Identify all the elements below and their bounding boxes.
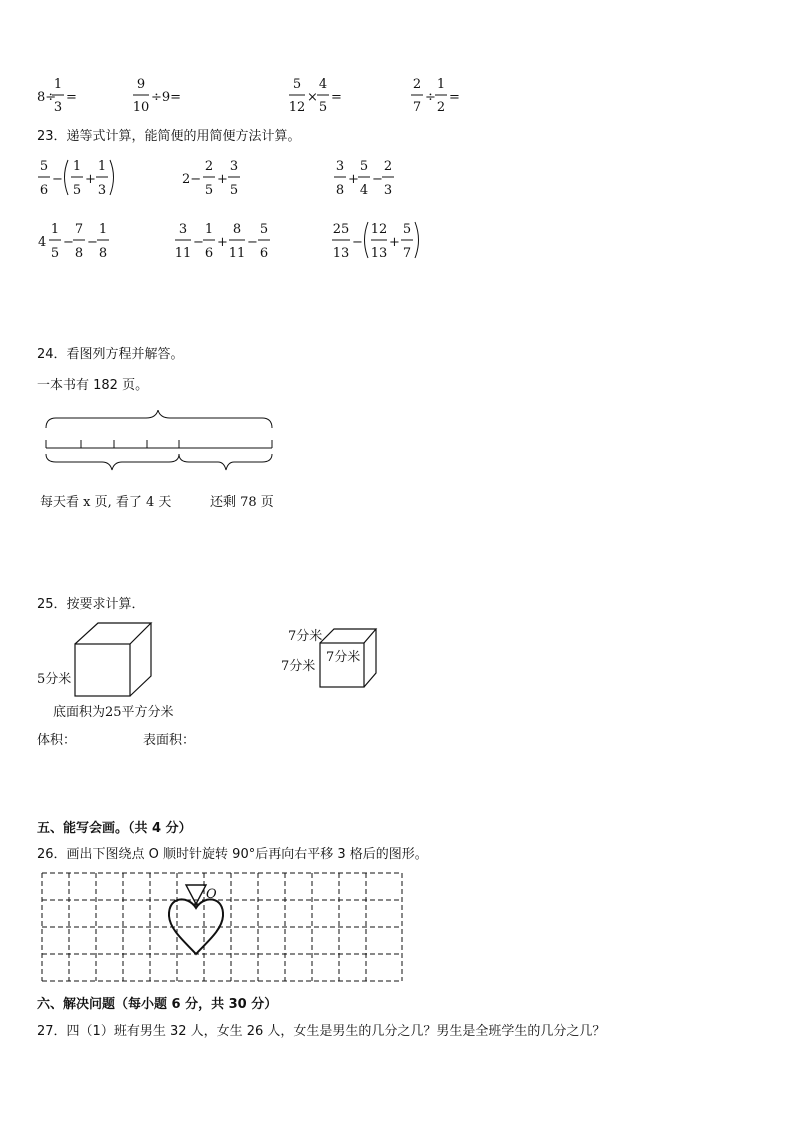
row22-item4-den2: 2 (436, 100, 446, 115)
q23-e2-d1: 5 (204, 183, 214, 198)
row22-item4-op: ÷ (425, 90, 436, 105)
q23-e2-d2: 5 (229, 183, 239, 198)
row22-item4-num1: 2 (412, 77, 422, 92)
q23-expr2 (182, 159, 240, 198)
row22-item2 (133, 77, 181, 115)
q23-e1-op2: + (85, 172, 96, 187)
q23-e3-d1: 8 (335, 183, 345, 198)
q23-e3-op2: − (372, 172, 383, 187)
row22-item2-den: 10 (132, 100, 150, 115)
q23-e5-op1: − (193, 235, 204, 250)
section6-title: 六、解决问题（每小题 6 分，共 30 分） (37, 997, 278, 1012)
q23-e4-d2: 8 (74, 246, 84, 261)
q23-e5-n1: 3 (178, 222, 188, 237)
q23-e3-d3: 3 (383, 183, 393, 198)
row22-item3 (289, 77, 342, 115)
q25-volume-label: 体积： (37, 733, 77, 748)
paren-right (415, 222, 419, 258)
row22-item1-tail: = (66, 90, 77, 105)
q23-e4-d3: 8 (98, 246, 108, 261)
q23-e4-n3: 1 (98, 222, 108, 237)
q23-e6-d2: 13 (370, 246, 388, 261)
q23-e2-n2: 3 (229, 159, 239, 174)
row22-expressions (0, 70, 794, 122)
row22-item4-tail: = (449, 90, 460, 105)
row22-item1 (37, 77, 77, 115)
q23-e5-n4: 5 (259, 222, 269, 237)
q25-surface-label: 表面积： (143, 733, 196, 748)
brace-remaining (179, 454, 272, 470)
q25-cube1 (70, 620, 160, 700)
q23-e6-op1: − (352, 235, 363, 250)
q23-e1-op1: − (52, 172, 63, 187)
q25-cube1-base-label: 底面积为25平方分米 (53, 705, 174, 720)
q23-e5-d2: 6 (204, 246, 214, 261)
row22-item3-num2: 4 (318, 77, 328, 92)
q23-e4-n2: 7 (74, 222, 84, 237)
q23-e1-d1: 6 (39, 183, 49, 198)
q23-e6-d3: 7 (402, 246, 412, 261)
row22-item1-den: 3 (53, 100, 63, 115)
q23-e3-n2: 5 (359, 159, 369, 174)
q23-e3-n3: 2 (383, 159, 393, 174)
q23-e4-d1: 5 (50, 246, 60, 261)
q23-e5-d1: 11 (174, 246, 192, 261)
q23-e5-d3: 11 (228, 246, 246, 261)
row22-item1-num: 1 (53, 77, 63, 92)
point-o-label: O (206, 887, 217, 902)
q25-cube2-left-label: 7分米 (281, 659, 316, 674)
q23-e3-n1: 3 (335, 159, 345, 174)
row22-item3-den1: 12 (288, 100, 306, 115)
q24-label-right: 还剩 78 页 (210, 495, 274, 510)
row22-item2-tail: ÷9= (151, 90, 182, 105)
q25-cube2-front-label: 7分米 (326, 650, 361, 665)
row22-item3-num1: 5 (292, 77, 302, 92)
dashed-grid (42, 873, 402, 981)
paren-left (65, 160, 69, 195)
q23-e2-n1: 2 (204, 159, 214, 174)
q23-expr4 (38, 222, 109, 261)
q23-e4-op2: − (87, 235, 98, 250)
row22-item3-op: × (307, 90, 318, 105)
brace-days-read (46, 454, 179, 470)
q24-given: 一本书有 182 页。 (37, 378, 149, 393)
q23-e1-n1: 5 (39, 159, 49, 174)
q23-expr5 (175, 222, 270, 261)
q27-text: 27．四（1）班有男生 32 人，女生 26 人，女生是男生的几分之几？男生是全班学生的几分之几？ (37, 1024, 606, 1039)
row22-item3-tail: = (331, 90, 342, 105)
section5-title: 五、能写会画。（共 4 分） (37, 821, 192, 836)
row22-item4-den1: 7 (412, 100, 422, 115)
q26-text: 26．画出下图绕点 O 顺时针旋转 90°后再向右平移 3 格后的图形。 (37, 847, 428, 862)
q24-segment-diagram (40, 410, 280, 474)
row22-item2-num: 9 (136, 77, 146, 92)
q23-e3-d2: 4 (359, 183, 369, 198)
q23-e4-op1: − (63, 235, 74, 250)
q23-e6-n2: 12 (370, 222, 388, 237)
q25-cube1-side-label: 5分米 (37, 672, 72, 687)
q23-e2-lead: 2− (182, 172, 202, 187)
row22-item4 (411, 77, 460, 115)
q23-expressions (0, 150, 794, 270)
row22-item4-num2: 1 (436, 77, 446, 92)
q23-title: 23．递等式计算，能简便的用简便方法计算。 (37, 129, 301, 144)
q23-e5-n2: 1 (204, 222, 214, 237)
q23-e5-n3: 8 (232, 222, 242, 237)
q23-e5-op3: − (247, 235, 258, 250)
paren-right (110, 160, 114, 195)
q25-cube2-top-label: 7分米 (288, 629, 323, 644)
q23-expr1 (38, 159, 114, 198)
row22-item1-lead: 8÷ (37, 90, 57, 105)
q23-e4-whole: 4 (38, 235, 47, 250)
rotation-center-point (194, 902, 198, 906)
paren-left (365, 222, 369, 258)
q23-e1-n2: 1 (72, 159, 82, 174)
q23-e1-d3: 3 (97, 183, 107, 198)
q23-expr6 (332, 222, 419, 261)
q23-e6-n3: 5 (402, 222, 412, 237)
q24-label-left: 每天看 x 页, 看了 4 天 (40, 495, 172, 510)
q23-e5-op2: + (217, 235, 228, 250)
brace-total (46, 410, 272, 428)
q23-e6-op2: + (389, 235, 400, 250)
q23-e6-n1: 25 (332, 222, 350, 237)
q24-title: 24．看图列方程并解答。 (37, 347, 184, 362)
q23-e6-d1: 13 (332, 246, 350, 261)
q23-e4-n1: 1 (50, 222, 60, 237)
q23-e3-op1: + (348, 172, 359, 187)
q26-grid (40, 870, 406, 986)
q23-expr3 (334, 159, 394, 198)
q25-title: 25．按要求计算． (37, 597, 145, 612)
q23-e1-n3: 1 (97, 159, 107, 174)
q23-e2-op: + (217, 172, 228, 187)
q23-e1-d2: 5 (72, 183, 82, 198)
row22-item3-den2: 5 (318, 100, 328, 115)
q23-e5-d4: 6 (259, 246, 269, 261)
